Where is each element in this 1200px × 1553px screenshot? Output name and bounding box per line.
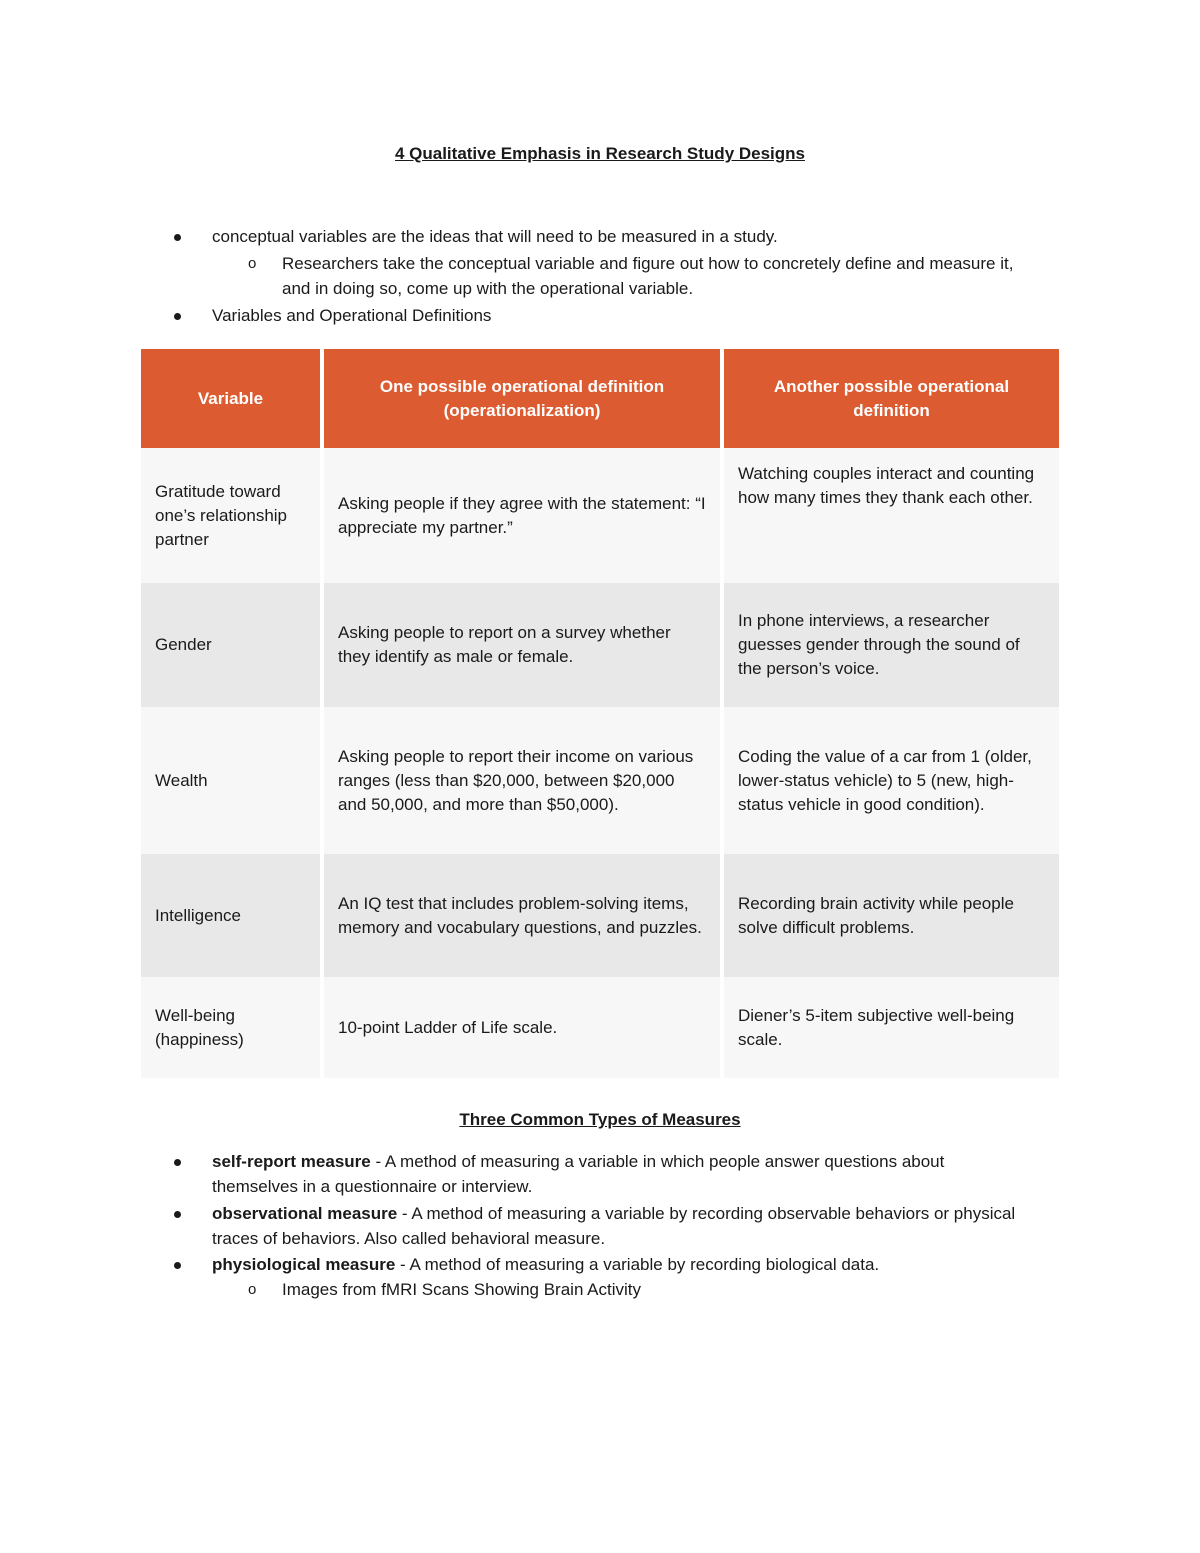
operational-definitions-table — [141, 349, 1059, 1078]
cell-definition-1: Asking people if they agree with the statement: “I appreciate my partner.” — [324, 448, 724, 583]
bullet-text: Variables and Operational Definitions — [212, 306, 492, 325]
sub-bullet-text: Images from fMRI Scans Showing Brain Activity — [282, 1280, 642, 1299]
cell-variable: Intelligence — [141, 854, 324, 977]
bullet-icon — [174, 1211, 181, 1218]
sub-bullet-marker: o — [248, 255, 257, 272]
cell-variable: Wealth — [141, 707, 324, 854]
cell-definition-2: In phone interviews, a researcher guesses gender through the sound of the person’s voice. — [724, 583, 1059, 707]
cell-definition-1: An IQ test that includes problem-solving items, memory and vocabulary questions, and puzzles. — [324, 854, 724, 977]
measure-description: - A method of measuring a variable by recording observable behaviors or physical — [397, 1204, 1016, 1223]
cell-definition-2: Coding the value of a car from 1 (older, lower-status vehicle) to 5 (new, high-status vehicle in good condition). — [724, 707, 1059, 854]
measure-term: physiological measure — [212, 1255, 396, 1274]
bullet-icon — [174, 1262, 181, 1269]
header-variable: Variable — [141, 349, 324, 448]
sub-bullet-text-line1: Researchers take the conceptual variable and figure out how to concretely define and measure it, — [282, 254, 1014, 273]
table-row — [141, 583, 1059, 707]
measure-term: observational measure — [212, 1204, 398, 1223]
section-heading: Three Common Types of Measures — [459, 1110, 741, 1129]
table-row — [141, 854, 1059, 977]
cell-definition-1: Asking people to report their income on various ranges (less than $20,000, between $20,000 and 50,000, and more than $50,000). — [324, 707, 724, 854]
cell-definition-1: 10-point Ladder of Life scale. — [324, 977, 724, 1078]
measure-description: - A method of measuring a variable by recording biological data. — [395, 1255, 880, 1274]
header-definition-2: Another possible operational definition — [724, 349, 1059, 448]
table-header-row — [141, 349, 1059, 448]
cell-definition-2: Watching couples interact and counting how many times they thank each other. — [724, 448, 1059, 583]
page-title: 4 Qualitative Emphasis in Research Study Designs — [394, 144, 806, 163]
bullet-icon — [174, 313, 181, 320]
cell-definition-2: Diener’s 5-item subjective well-being scale. — [724, 977, 1059, 1078]
measure-term: self-report measure — [212, 1152, 371, 1171]
table-row — [141, 977, 1059, 1078]
cell-definition-1: Asking people to report on a survey whether they identify as male or female. — [324, 583, 724, 707]
measure-description-cont: traces of behaviors. Also called behavioral measure. — [212, 1229, 606, 1248]
cell-variable: Gender — [141, 583, 324, 707]
bullet-icon — [174, 1159, 181, 1166]
cell-definition-2: Recording brain activity while people solve difficult problems. — [724, 854, 1059, 977]
header-definition-1: One possible operational definition (operationalization) — [324, 349, 724, 448]
bullet-icon — [174, 234, 181, 241]
table-row — [141, 707, 1059, 854]
measure-description: - A method of measuring a variable in which people answer questions about — [370, 1152, 945, 1171]
cell-variable: Gratitude toward one’s relationship partner — [141, 448, 324, 583]
bullet-text: conceptual variables are the ideas that will need to be measured in a study. — [212, 227, 778, 246]
table-row — [141, 448, 1059, 583]
sub-bullet-text-line2: and in doing so, come up with the operational variable. — [282, 279, 694, 298]
measure-description-cont: themselves in a questionnaire or interview. — [212, 1177, 533, 1196]
cell-variable: Well-being (happiness) — [141, 977, 324, 1078]
sub-bullet-marker: o — [248, 1281, 257, 1298]
